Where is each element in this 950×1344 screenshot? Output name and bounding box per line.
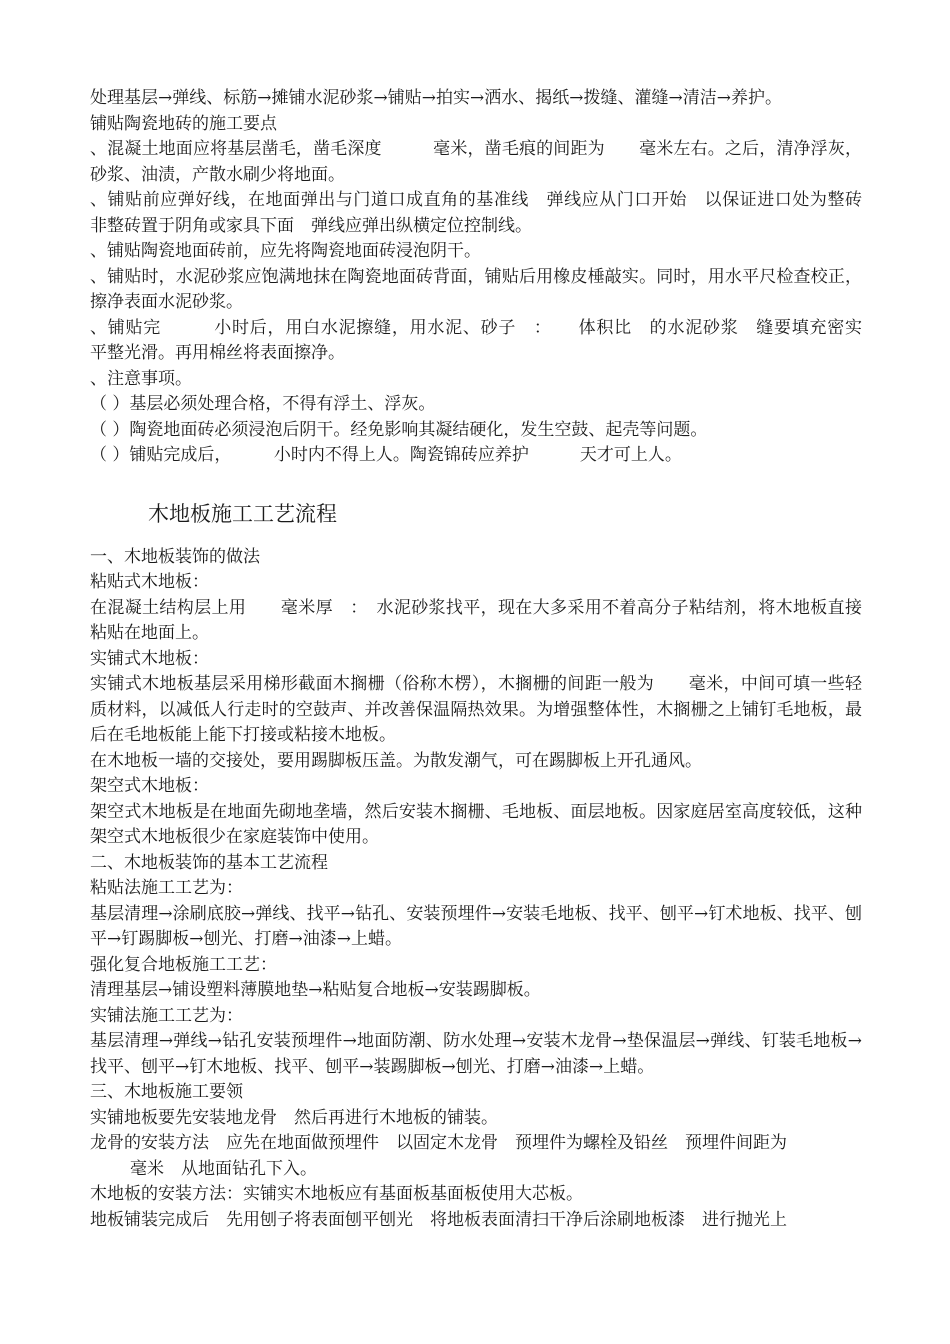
glued-floor-label: 粘贴式木地板：: [90, 572, 209, 592]
tile-process-flow: 处理基层→弹线、标筋→摊铺水泥砂浆→铺贴→拍实→洒水、揭纸→拨缝、灌缝→清洁→养护。: [90, 88, 782, 108]
tile-point: 、铺贴陶瓷地面砖前，应先将陶瓷地面砖浸泡阴干。: [90, 241, 481, 261]
glued-floor-text: 在混凝土结构层上用 毫米厚 ： 水泥砂浆找平，现在大多采用不着高分子粘结剂，将木地板直接粘贴在地面上。: [90, 597, 862, 643]
section-heading: 一、木地板装饰的做法: [90, 546, 260, 567]
solid-floor-text-2: 在木地板一墙的交接处，要用踢脚板压盖。为散发潮气，可在踢脚板上开孔通风。: [90, 750, 702, 771]
tile-point: 、注意事项。: [90, 368, 192, 389]
tile-point: 、混凝土地面应将基层凿毛，凿毛深度 毫米，凿毛痕的间距为 毫米左右。之后，清净浮灰，砂浆、油渍，产散水刷少将地面。: [90, 139, 862, 185]
glue-process-text: 基层清理→涂刷底胶→弹线、找平→钻孔、安装预埋件→安装毛地板、找平、刨平→钉术地板、找平、刨平→钉踢脚板→刨光、打磨→油漆→上蜡。: [90, 903, 862, 949]
tile-point: 、铺贴时，水泥砂浆应饱满地抹在陶瓷地面砖背面，铺贴后用橡皮棰敲实。同时，用水平尺检查校正，擦净表面水泥砂浆。: [90, 266, 862, 312]
section-heading: 二、木地板装饰的基本工艺流程: [90, 852, 328, 873]
tile-point: 、铺贴完 小时后，用白水泥擦缝，用水泥、砂子 ： 体积比 的水泥砂浆 缝要填充密实 平整光滑。再用棉丝将表面擦净。: [90, 317, 879, 363]
solid-floor-text: 实铺式木地板基层采用梯形截面木搁栅（俗称木楞），木搁栅的间距一般为 毫米，中间可填一些轻质材料，以减低人行走时的空鼓声、并改善保温隔热效果。为增强整体性，木搁栅之上铺钉毛地板，最后在毛地板能上能下打接或粘接木地板。: [90, 674, 862, 745]
composite-process-label: 强化复合地板施工工艺：: [90, 954, 277, 975]
tile-note: （ ）基层必须处理合格，不得有浮土、浮灰。: [90, 394, 436, 414]
tip-text: 龙骨的安装方法 应先在地面做预埋件 以固定木龙骨 预埋件为螺栓及铅丝 预埋件间距为: [90, 1133, 787, 1153]
tip-text: 地板铺装完成后 先用刨子将表面刨平刨光 将地板表面清扫干净后涂刷地板漆 进行抛光上: [90, 1209, 787, 1230]
composite-process-text: 清理基层→铺设塑料薄膜地垫→粘贴复合地板→安装踢脚板。: [90, 980, 541, 1000]
document-page: [90, 86, 879, 1233]
section-heading: 三、木地板施工要领: [90, 1082, 243, 1102]
raised-floor-text: 架空式木地板是在地面先砌地垄墙，然后安装木搁栅、毛地板、面层地板。因家庭居室高度较低，这种架空式木地板很少在家庭装饰中使用。: [90, 801, 862, 847]
tile-note: （ ）铺贴完成后， 小时内不得上人。陶瓷锦砖应养护 天才可上人。: [90, 445, 682, 465]
solid-floor-label: 实铺式木地板：: [90, 648, 209, 669]
tile-subtitle: 铺贴陶瓷地砖的施工要点: [90, 113, 277, 134]
tip-text: 木地板的安装方法：实铺实木地板应有基面板基面板使用大芯板。: [90, 1184, 583, 1204]
tile-note: （ ）陶瓷地面砖必须浸泡后阴干。经免影响其凝结硬化，发生空鼓、起壳等问题。: [90, 419, 708, 440]
tip-text-continued: 毫米 从地面钻孔下入。: [130, 1158, 317, 1179]
tip-text: 实铺地板要先安装地龙骨 然后再进行木地板的铺装。: [90, 1107, 498, 1128]
wood-floor-title: 木地板施工工艺流程: [148, 501, 337, 526]
raised-floor-label: 架空式木地板：: [90, 776, 209, 796]
solid-process-label: 实铺法施工工艺为：: [90, 1005, 243, 1026]
glue-process-label: 粘贴法施工工艺为：: [90, 878, 243, 898]
tile-point: 、铺贴前应弹好线，在地面弹出与门道口成直角的基准线 弹线应从门口开始 以保证进口处为整砖 非整砖置于阴角或家具下面 弹线应弹出纵横定位控制线。: [90, 190, 879, 236]
solid-process-text: 基层清理→弹线→钻孔安装预埋件→地面防潮、防水处理→安装木龙骨→垫保温层→弹线、钉装毛地板→找平、刨平→钉木地板、找平、刨平→装踢脚板→刨光、打磨→油漆→上蜡。: [90, 1031, 862, 1077]
